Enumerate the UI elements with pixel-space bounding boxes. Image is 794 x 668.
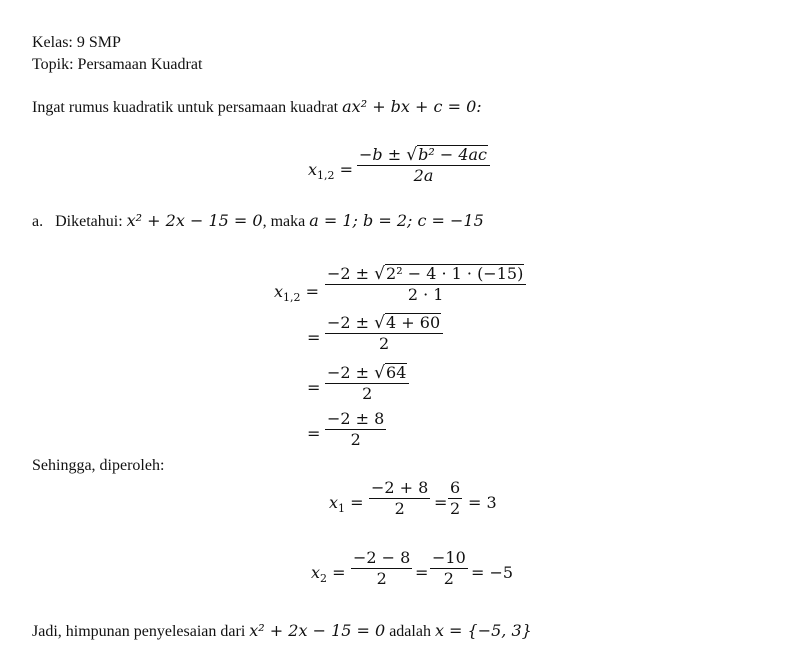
conclusion-equation: x² + 2x − 15 = 0 (249, 621, 386, 640)
step-3-numerator: −2 ± √64 (327, 363, 407, 383)
x2-lhs: $x_2$ = (311, 563, 346, 585)
formula-x: x (308, 160, 318, 179)
part-a-coeffs: a = 1; b = 2; c = −15 (309, 211, 484, 230)
conclusion-line (32, 621, 532, 642)
part-a-maka: , maka (262, 213, 310, 230)
step-4-equals: = (307, 424, 321, 443)
step-3-denominator: 2 (362, 384, 373, 403)
x2-fraction-2 (430, 548, 468, 589)
x1-denominator-1: 2 (394, 499, 405, 518)
x2-fraction-1 (351, 548, 412, 589)
step-2-numerator: −2 ± √4 + 60 (327, 313, 441, 333)
intro-line (32, 97, 482, 118)
formula-lhs (308, 160, 354, 182)
step-3-equals: = (307, 378, 321, 397)
x1-numerator-2: 6 (450, 478, 461, 497)
x1-lhs: $x_1$ = (329, 493, 364, 515)
step-2-equals: = (307, 328, 321, 347)
step-1-denominator: 2 · 1 (407, 285, 444, 304)
formula-denominator: 2a (413, 166, 434, 185)
x1-fraction-1 (369, 478, 430, 519)
part-a-line (32, 211, 484, 232)
topic-label: Topik: Persamaan Kuadrat (32, 56, 203, 73)
x1-equals-2: = (434, 493, 448, 512)
x2-numerator-1: −2 − 8 (353, 548, 411, 567)
conclusion-set: x = {−5, 3} (434, 621, 532, 640)
x1-fraction-2 (448, 478, 462, 519)
conclusion-text-2: adalah (385, 623, 435, 640)
sehingga-label: Sehingga, diperoleh: (32, 457, 165, 474)
step-4-numerator: −2 ± 8 (327, 409, 385, 428)
formula-equals: = (339, 160, 354, 179)
formula-sub: 1,2 (317, 169, 335, 182)
class-label: Kelas: 9 SMP (32, 34, 121, 51)
x2-result: = −5 (471, 563, 514, 582)
formula-fraction (357, 145, 490, 186)
x1-result: = 3 (468, 493, 497, 512)
step-1-numerator: −2 ± √2² − 4 · 1 · (−15) (327, 264, 524, 284)
x1-denominator-2: 2 (450, 499, 461, 518)
intro-text: Ingat rumus kuadratik untuk persamaan kuadrat (32, 99, 343, 116)
part-a-equation: x² + 2x − 15 = 0 (126, 211, 263, 230)
steps-lhs: $x_{1,2}$ = (274, 282, 320, 304)
x2-numerator-2: −10 (432, 548, 466, 567)
intro-equation: ax² + bx + c = 0: (342, 97, 482, 116)
x2-denominator-2: 2 (443, 569, 454, 588)
step-1-fraction (325, 264, 526, 305)
step-4-fraction (325, 409, 386, 450)
part-a-label: a. (32, 213, 44, 230)
x2-denominator-1: 2 (376, 569, 387, 588)
x1-numerator-1: −2 + 8 (371, 478, 429, 497)
step-4-denominator: 2 (350, 430, 361, 449)
x2-equals-2: = (415, 563, 429, 582)
step-2-fraction (325, 313, 443, 354)
step-3-fraction (325, 363, 409, 404)
formula-numerator: −b ± √b² − 4ac (359, 145, 487, 165)
step-2-denominator: 2 (378, 334, 390, 353)
part-a-text: Diketahui: (55, 213, 127, 230)
conclusion-text-1: Jadi, himpunan penyelesaian dari (32, 623, 250, 640)
